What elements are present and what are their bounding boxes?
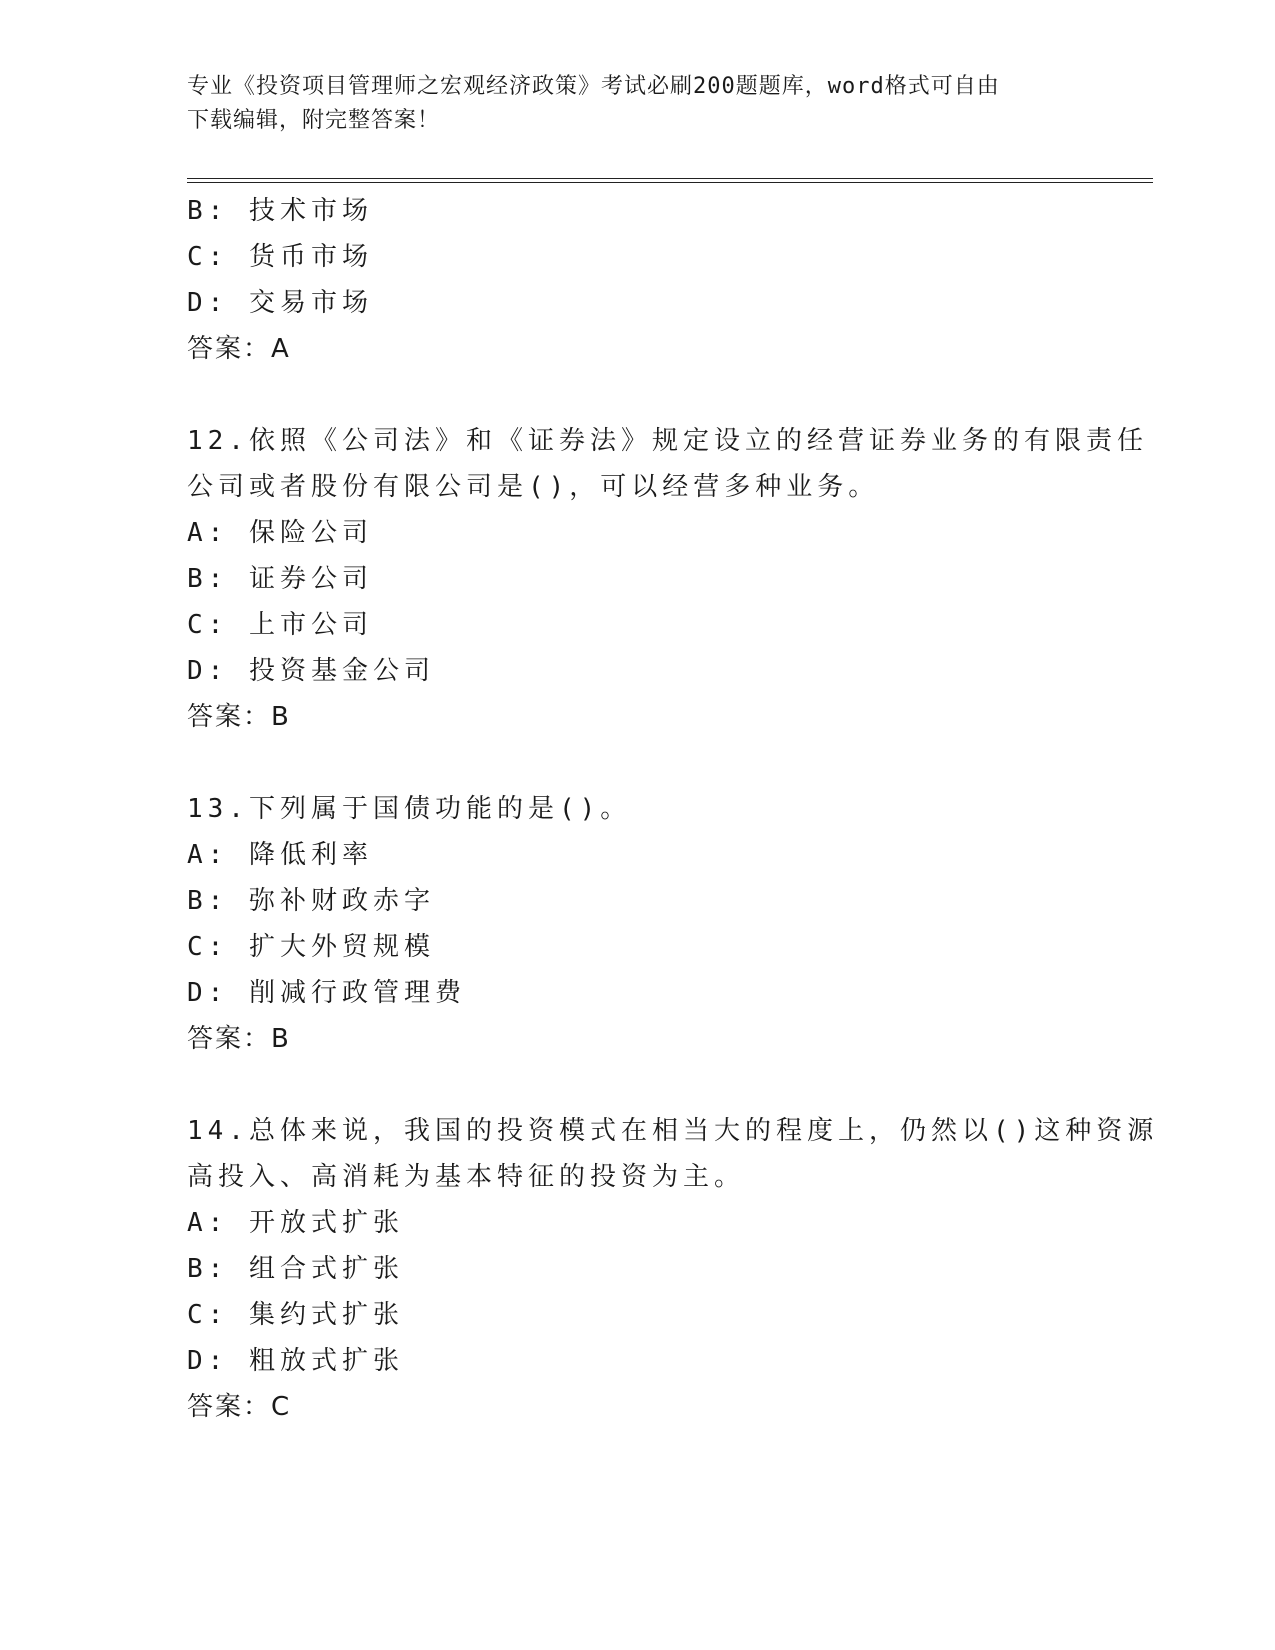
question-stem: 公司或者股份有限公司是()，可以经营多种业务。	[187, 472, 880, 502]
answer: 答案：B	[187, 1024, 291, 1054]
question-content	[187, 188, 1159, 1430]
page-header	[187, 70, 1087, 138]
question-13	[187, 786, 1087, 1062]
option-c: C: 货币市场	[187, 242, 373, 272]
option-d: D: 削减行政管理费	[187, 978, 466, 1008]
option-d: D: 投资基金公司	[187, 656, 435, 686]
option-b: B: 弥补财政赤字	[187, 886, 435, 916]
option-b: B: 技术市场	[187, 196, 373, 226]
option-d: D: 粗放式扩张	[187, 1346, 404, 1376]
option-c: C: 集约式扩张	[187, 1300, 404, 1330]
question-stem: 高投入、高消耗为基本特征的投资为主。	[187, 1162, 746, 1192]
header-line-2: 下载编辑，附完整答案！	[187, 108, 441, 133]
option-a: A: 开放式扩张	[187, 1208, 404, 1238]
option-b: B: 证券公司	[187, 564, 373, 594]
answer: 答案：C	[187, 1392, 292, 1422]
answer: 答案：A	[187, 334, 291, 364]
option-a: A: 降低利率	[187, 840, 373, 870]
spacer	[187, 740, 1087, 786]
option-c: C: 上市公司	[187, 610, 373, 640]
question-stem: 13.下列属于国债功能的是()。	[187, 794, 632, 824]
question-stem: 12.依照《公司法》和《证券法》规定设立的经营证券业务的有限责任	[187, 426, 1148, 456]
question-11-tail	[187, 188, 1087, 372]
answer: 答案：B	[187, 702, 291, 732]
option-c: C: 扩大外贸规模	[187, 932, 435, 962]
spacer	[187, 372, 1087, 418]
header-double-rule	[187, 178, 1153, 183]
spacer	[187, 1062, 1087, 1108]
question-12	[187, 418, 1148, 740]
option-d: D: 交易市场	[187, 288, 373, 318]
header-line-1: 专业《投资项目管理师之宏观经济政策》考试必刷200题题库，word格式可自由	[187, 74, 1000, 99]
question-14	[187, 1108, 1159, 1430]
option-b: B: 组合式扩张	[187, 1254, 404, 1284]
question-stem: 14.总体来说，我国的投资模式在相当大的程度上，仍然以()这种资源	[187, 1116, 1159, 1146]
option-a: A: 保险公司	[187, 518, 373, 548]
